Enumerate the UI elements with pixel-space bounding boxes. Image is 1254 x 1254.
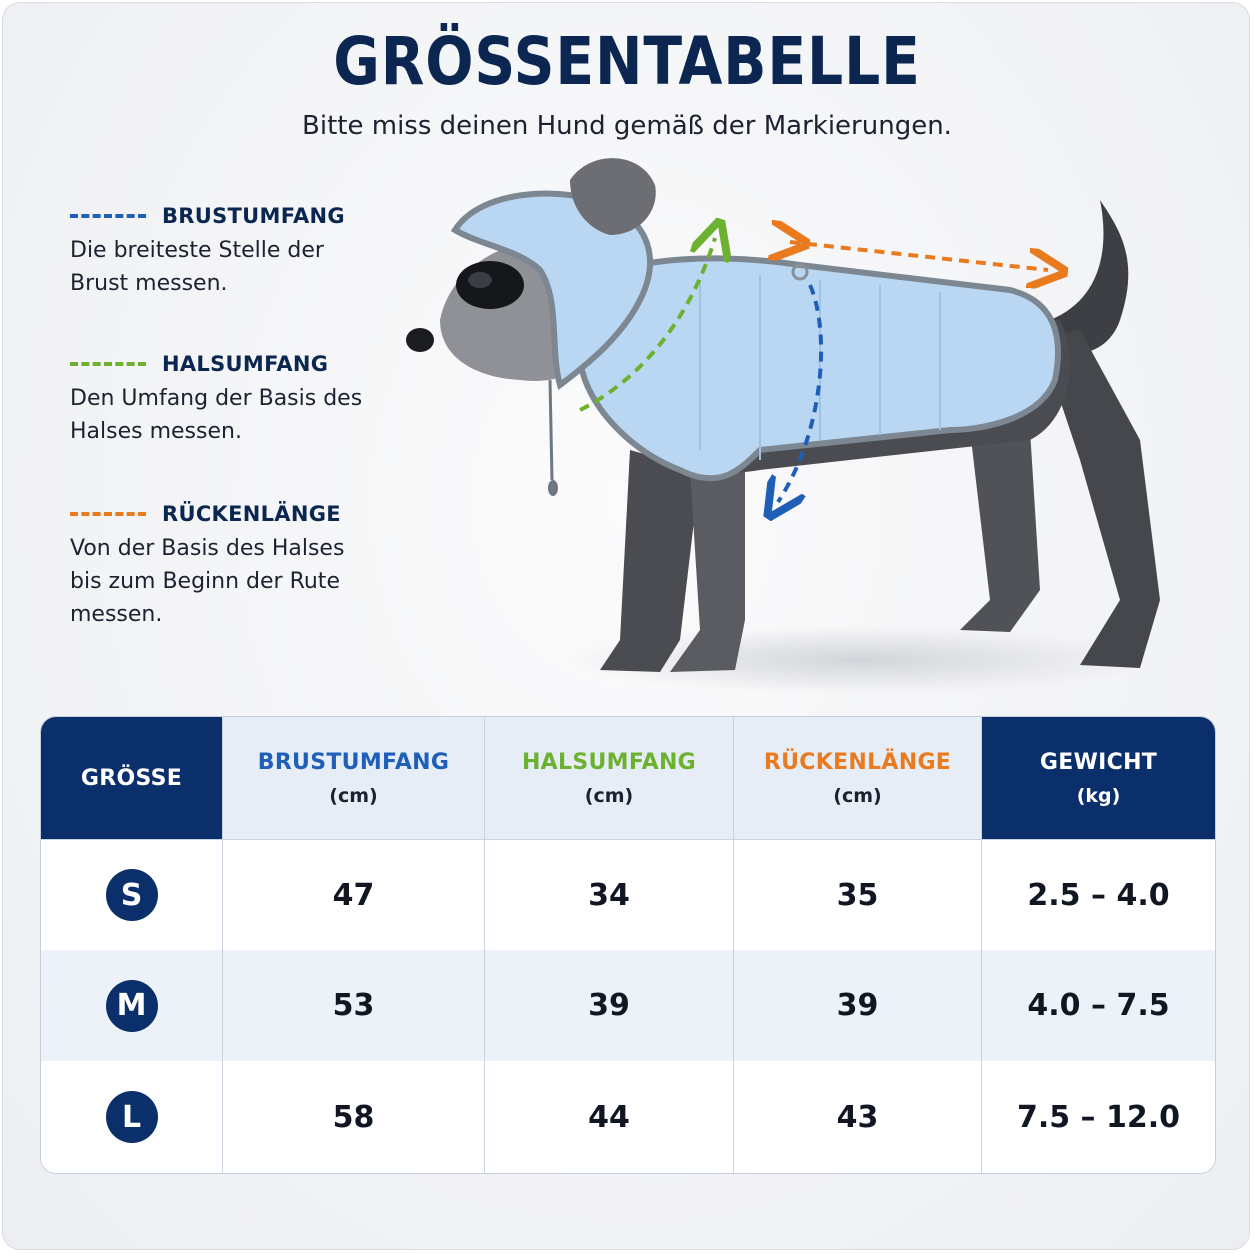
header-unit: (cm) — [329, 784, 378, 807]
header-unit: (kg) — [1076, 784, 1121, 807]
weight-cell — [982, 840, 1215, 950]
cell-value: 7.5 – 12.0 — [1016, 1099, 1181, 1135]
cell-value: 43 — [836, 1099, 879, 1135]
neck-cell — [485, 1061, 734, 1173]
chest-dash-line — [70, 214, 146, 218]
cell-value: 34 — [588, 877, 630, 913]
legend-title: BRUSTUMFANG — [162, 204, 345, 228]
header-neck — [485, 717, 734, 839]
legend-title: HALSUMFANG — [162, 352, 329, 376]
table-row — [41, 1061, 1215, 1173]
legend-back — [70, 498, 370, 631]
header-size — [41, 717, 223, 839]
cell-value: 4.0 – 7.5 — [1027, 988, 1170, 1023]
size-table — [40, 716, 1216, 1174]
dog-nose — [406, 328, 434, 352]
neck-dash-line — [70, 362, 146, 366]
header-label: BRUSTUMFANG — [257, 749, 450, 775]
chest-cell — [223, 1061, 485, 1173]
chest-cell — [223, 840, 485, 950]
size-badge: S — [106, 869, 158, 921]
legend-description: Von der Basis des Halses bis zum Beginn der Rute messen. — [70, 536, 345, 627]
table-row — [41, 840, 1215, 951]
back-dash-line — [70, 512, 146, 516]
page-title: GRÖSSENTABELLE — [333, 23, 921, 100]
page-subtitle: Bitte miss deinen Hund gemäß der Markierungen. — [302, 111, 952, 141]
goggles-icon — [456, 261, 524, 309]
cell-value: 58 — [332, 1099, 375, 1135]
neck-cell — [485, 950, 734, 1061]
hind-leg-left — [960, 430, 1040, 632]
weight-cell — [982, 950, 1215, 1061]
dog-in-jacket-illustration — [400, 140, 1180, 700]
header-unit: (cm) — [833, 784, 882, 807]
size-cell — [41, 950, 223, 1061]
header-back — [734, 717, 982, 839]
legend-description: Den Umfang der Basis des Halses messen. — [70, 386, 363, 444]
cell-value: 44 — [588, 1099, 630, 1135]
header-label: GRÖSSE — [80, 765, 183, 791]
header-label: GEWICHT — [1039, 749, 1158, 775]
cell-value: 2.5 – 4.0 — [1027, 877, 1170, 913]
legend-chest — [70, 200, 370, 300]
header-weight — [982, 717, 1215, 839]
cell-value: 53 — [332, 988, 375, 1023]
back-cell — [734, 840, 982, 950]
chest-cell — [223, 950, 485, 1061]
size-cell — [41, 840, 223, 950]
header-unit: (cm) — [584, 784, 634, 807]
header-label: RÜCKENLÄNGE — [763, 749, 952, 775]
size-badge: L — [106, 1091, 158, 1143]
table-header-row — [41, 717, 1215, 840]
table-row — [41, 950, 1215, 1062]
back-cell — [734, 950, 982, 1061]
header-chest — [223, 717, 485, 839]
legend-neck — [70, 348, 370, 448]
legend-description: Die breiteste Stelle der Brust messen. — [70, 238, 324, 296]
neck-cell — [485, 840, 734, 950]
back-cell — [734, 1061, 982, 1173]
size-cell — [41, 1061, 223, 1173]
cell-value: 47 — [332, 877, 375, 913]
cell-value: 35 — [836, 877, 879, 913]
header-label: HALSUMFANG — [521, 749, 697, 775]
cell-value: 39 — [588, 988, 630, 1023]
legend-title: RÜCKENLÄNGE — [162, 502, 341, 526]
size-badge: M — [106, 980, 158, 1032]
cell-value: 39 — [836, 988, 879, 1023]
weight-cell — [982, 1061, 1215, 1173]
